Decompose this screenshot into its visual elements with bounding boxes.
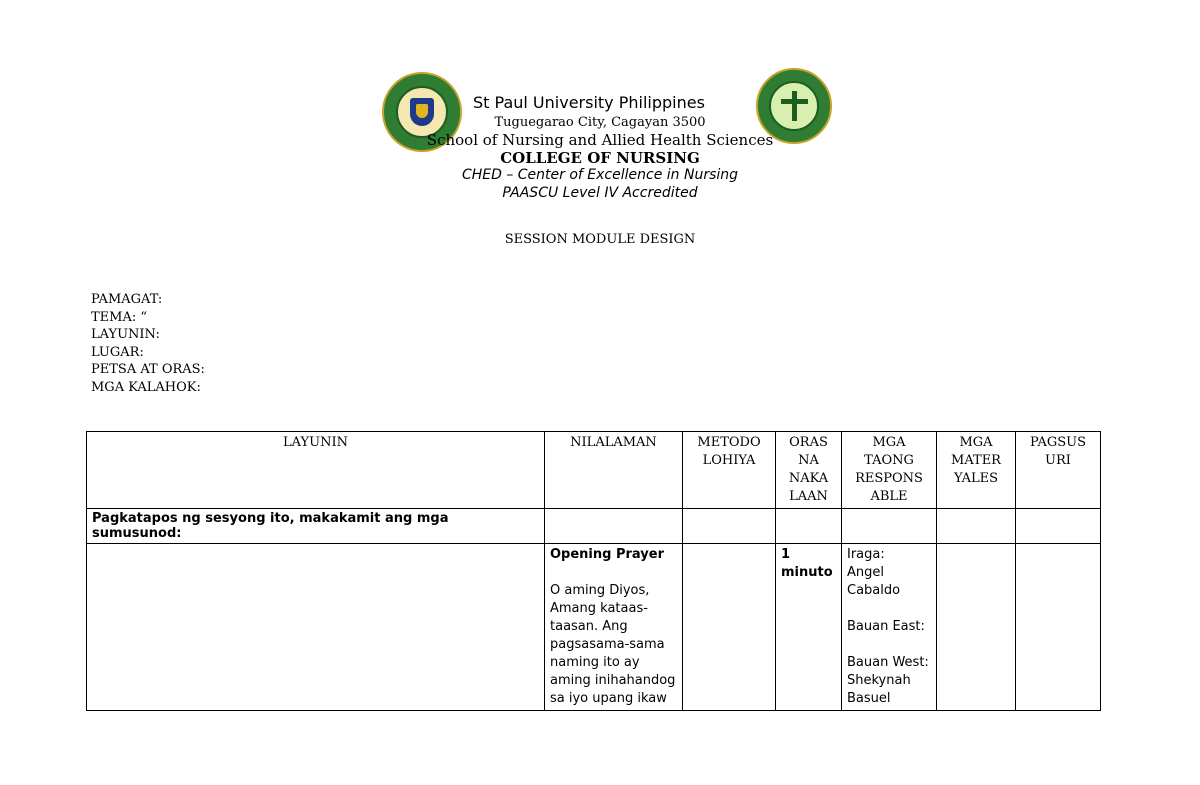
content-line: Amang kataas- — [550, 601, 648, 616]
responsable-cell — [842, 544, 937, 711]
field-pamagat: PAMAGAT: — [91, 292, 163, 307]
content-line: naming ito ay — [550, 655, 640, 670]
college-name: COLLEGE OF NURSING — [500, 149, 700, 167]
pagsusuri-cell — [1016, 544, 1101, 711]
oras-cell: 1 minuto — [776, 544, 842, 711]
layunin-cell — [87, 544, 545, 711]
field-mga-kalahok: MGA KALAHOK: — [91, 379, 201, 395]
field-layunin: LAYUNIN: — [91, 327, 160, 343]
header-mga-materyales: MGA MATER YALES — [937, 432, 1016, 509]
person-line: Bauan East: — [847, 619, 925, 634]
metodolohiya-cell — [683, 544, 776, 711]
content-line: sa iyo upang ikaw — [550, 691, 667, 706]
paascu-accreditation: PAASCU Level IV Accredited — [502, 185, 698, 201]
person-line: Basuel — [847, 691, 891, 706]
header-layunin: LAYUNIN — [87, 432, 545, 509]
person-line: Iraga: — [847, 547, 885, 562]
school-name: School of Nursing and Allied Health Sciences — [426, 131, 774, 149]
intro-cell: Pagkatapos ng sesyong ito, makakamit ang mga sumusunod: — [87, 509, 545, 544]
person-line: Bauan West: — [847, 655, 929, 670]
header-metodolohiya: METODO LOHIYA — [683, 432, 776, 509]
content-line: pagsasama-sama — [550, 637, 665, 652]
session-module-table — [86, 431, 1101, 711]
header-oras-na-nakalaan: ORAS NA NAKA LAAN — [776, 432, 842, 509]
nilalaman-cell — [545, 544, 683, 711]
person-line: Cabaldo — [847, 583, 901, 598]
header-pagsusuri: PAGSUS URI — [1016, 432, 1101, 509]
module-fields — [91, 291, 205, 397]
university-city: Tuguegarao City, Cagayan 3500 — [494, 115, 706, 130]
ched-accreditation: CHED – Center of Excellence in Nursing — [461, 167, 739, 183]
person-line: Angel — [847, 565, 884, 580]
table-header-row — [87, 432, 1101, 509]
field-lugar: LUGAR: — [91, 344, 144, 360]
table-row — [87, 509, 1101, 544]
table-row — [87, 544, 1101, 711]
document-title: SESSION MODULE DESIGN — [504, 232, 696, 247]
header-mga-taong-responsable: MGA TAONG RESPONS ABLE — [842, 432, 937, 509]
content-line: O aming Diyos, — [550, 583, 650, 598]
university-name: St Paul University Philippines — [473, 93, 705, 112]
person-line: Shekynah — [847, 673, 911, 688]
content-line: taasan. Ang — [550, 619, 628, 634]
content-line: aming inihahandog — [550, 673, 676, 688]
content-title: Opening Prayer — [550, 547, 664, 562]
header-nilalaman: NILALAMAN — [545, 432, 683, 509]
materyales-cell — [937, 544, 1016, 711]
field-petsa-at-oras: PETSA AT ORAS: — [91, 362, 205, 378]
field-tema: TEMA: “ — [91, 309, 148, 325]
